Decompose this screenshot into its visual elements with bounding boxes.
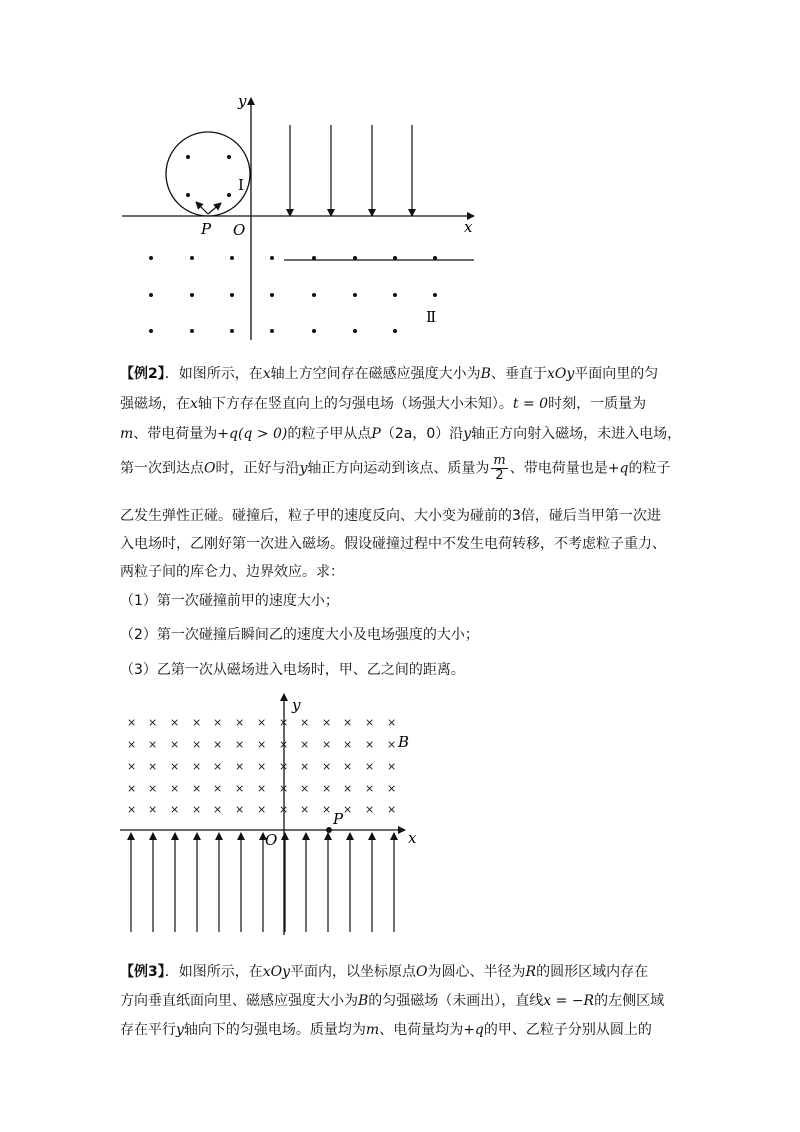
time-equation: t = 0 (512, 396, 549, 412)
field-cross: × (300, 716, 310, 729)
field-cross: × (257, 803, 267, 816)
field-cross: × (148, 803, 158, 816)
electric-field-arrows-up (131, 833, 394, 932)
field-cross: × (148, 782, 158, 795)
point-p-label-2: P (333, 810, 344, 828)
field-cross: × (365, 803, 375, 816)
field-b-label: B (398, 733, 410, 751)
field-cross: × (127, 760, 137, 773)
point-p-dot (326, 827, 332, 833)
example2-line-2: 强磁场，在x轴下方存在竖直向上的匀强电场（场强大小未知）。t = 0时刻，一质量为 (120, 396, 647, 412)
field-cross: × (192, 782, 202, 795)
field-cross: × (170, 760, 180, 773)
field-cross: × (322, 716, 332, 729)
region-1-label: Ⅰ (238, 176, 244, 194)
field-cross: × (300, 803, 310, 816)
field-cross: × (257, 782, 267, 795)
velocity-arrow-left (196, 202, 208, 214)
origin-label: O (233, 221, 246, 239)
field-cross: × (213, 760, 223, 773)
field-cross: × (365, 782, 375, 795)
field-cross: × (365, 716, 375, 729)
x-axis-label-2: x (408, 829, 417, 847)
field-cross: × (322, 782, 332, 795)
lower-field-dots (149, 256, 437, 333)
point-p-label: P (201, 220, 212, 238)
field-cross: × (387, 716, 397, 729)
field-cross: × (322, 738, 332, 751)
question-3: （3）乙第一次从磁场进入电场时，甲、乙之间的距离。 (120, 662, 465, 678)
y-axis-label-2: y (292, 696, 301, 714)
field-cross: × (127, 716, 137, 729)
example3-line-2: 方向垂直纸面向里、磁感应强度大小为B的匀强磁场（未画出），直线x = −R的左侧区域 (120, 993, 665, 1009)
field-cross: × (343, 760, 353, 773)
field-cross: × (170, 738, 180, 751)
example2-line-6: 入电场时，乙刚好第一次进入磁场。假设碰撞过程中不发生电荷转移，不考虑粒子重力、 (120, 536, 666, 552)
field-cross: × (343, 782, 353, 795)
mass-fraction: $\frac{m}{2}$ (493, 453, 506, 483)
line-equation: x = −R (543, 993, 595, 1009)
field-cross: × (235, 782, 245, 795)
field-cross: × (257, 760, 267, 773)
field-cross: × (322, 803, 332, 816)
field-cross: × (300, 760, 310, 773)
field-cross: × (192, 760, 202, 773)
field-cross: × (148, 760, 158, 773)
figure-1 (0, 0, 800, 345)
example2-line-1: 【例2】．如图所示，在x轴上方空间存在磁感应强度大小为B、垂直于xOy平面向里的匀 (120, 366, 659, 382)
field-cross: × (387, 760, 397, 773)
magnetic-field-crosses (127, 716, 396, 816)
field-cross: × (279, 738, 289, 751)
field-cross: × (148, 738, 158, 751)
field-cross: × (387, 782, 397, 795)
field-cross: × (127, 803, 137, 816)
charge-expression: +q(q > 0) (217, 426, 288, 442)
field-cross: × (170, 803, 180, 816)
field-cross: × (170, 782, 180, 795)
question-1: （1）第一次碰撞前甲的速度大小； (120, 593, 339, 609)
example3-line-1: 【例3】．如图所示，在xOy平面内，以坐标原点O为圆心、半径为R的圆形区域内存在 (120, 964, 649, 980)
electric-field-arrows (290, 125, 412, 216)
field-cross: × (279, 760, 289, 773)
field-cross: × (235, 738, 245, 751)
example3-tag: 【例3】 (120, 964, 165, 980)
example2-line-3: m、带电荷量为+q(q > 0)的粒子甲从点P（2a，0）沿y轴正方向射入磁场，未进入电场， (120, 426, 682, 442)
field-cross: × (127, 782, 137, 795)
field-cross: × (387, 803, 397, 816)
field-cross: × (213, 782, 223, 795)
field-cross: × (322, 760, 332, 773)
field-cross: × (170, 716, 180, 729)
x-axis-label: x (464, 218, 473, 236)
field-cross: × (365, 738, 375, 751)
example2-line-7: 两粒子间的库仑力、边界效应。求： (120, 564, 344, 580)
example2-line-4: 第一次到达点O时，正好与沿y轴正方向运动到该点、质量为 $\frac{m}{2}$ 、带电荷量也是+q的粒子 (120, 453, 671, 483)
field-cross: × (343, 738, 353, 751)
field-cross: × (192, 738, 202, 751)
origin-label-2: O (265, 831, 278, 849)
field-cross: × (213, 716, 223, 729)
field-cross: × (127, 738, 137, 751)
example2-line-5: 乙发生弹性正碰。碰撞后，粒子甲的速度反向、大小变为碰前的3倍，碰后当甲第一次进 (120, 508, 661, 524)
field-cross: × (387, 738, 397, 751)
magnetic-circle-region (166, 132, 250, 216)
region-2-label: Ⅱ (426, 308, 437, 326)
field-cross: × (192, 803, 202, 816)
field-cross: × (279, 803, 289, 816)
field-cross: × (235, 760, 245, 773)
velocity-arrow-right (208, 203, 221, 214)
field-cross: × (343, 803, 353, 816)
field-cross: × (300, 782, 310, 795)
circle-field-dots (186, 155, 231, 197)
question-2: （2）第一次碰撞后瞬间乙的速度大小及电场强度的大小； (120, 627, 479, 643)
field-cross: × (300, 738, 310, 751)
field-cross: × (343, 716, 353, 729)
field-cross: × (213, 803, 223, 816)
field-cross: × (213, 738, 223, 751)
field-cross: × (148, 716, 158, 729)
field-cross: × (235, 716, 245, 729)
example3-line-3: 存在平行y轴向下的匀强电场。质量均为m、电荷量均为+q的甲、乙粒子分别从圆上的 (120, 1022, 652, 1038)
field-cross: × (257, 716, 267, 729)
field-cross: × (279, 782, 289, 795)
y-axis-label: y (238, 92, 247, 110)
field-cross: × (257, 738, 267, 751)
example2-tag: 【例2】 (120, 366, 165, 382)
field-cross: × (365, 760, 375, 773)
field-cross: × (235, 803, 245, 816)
field-cross: × (192, 716, 202, 729)
field-cross: × (279, 716, 289, 729)
